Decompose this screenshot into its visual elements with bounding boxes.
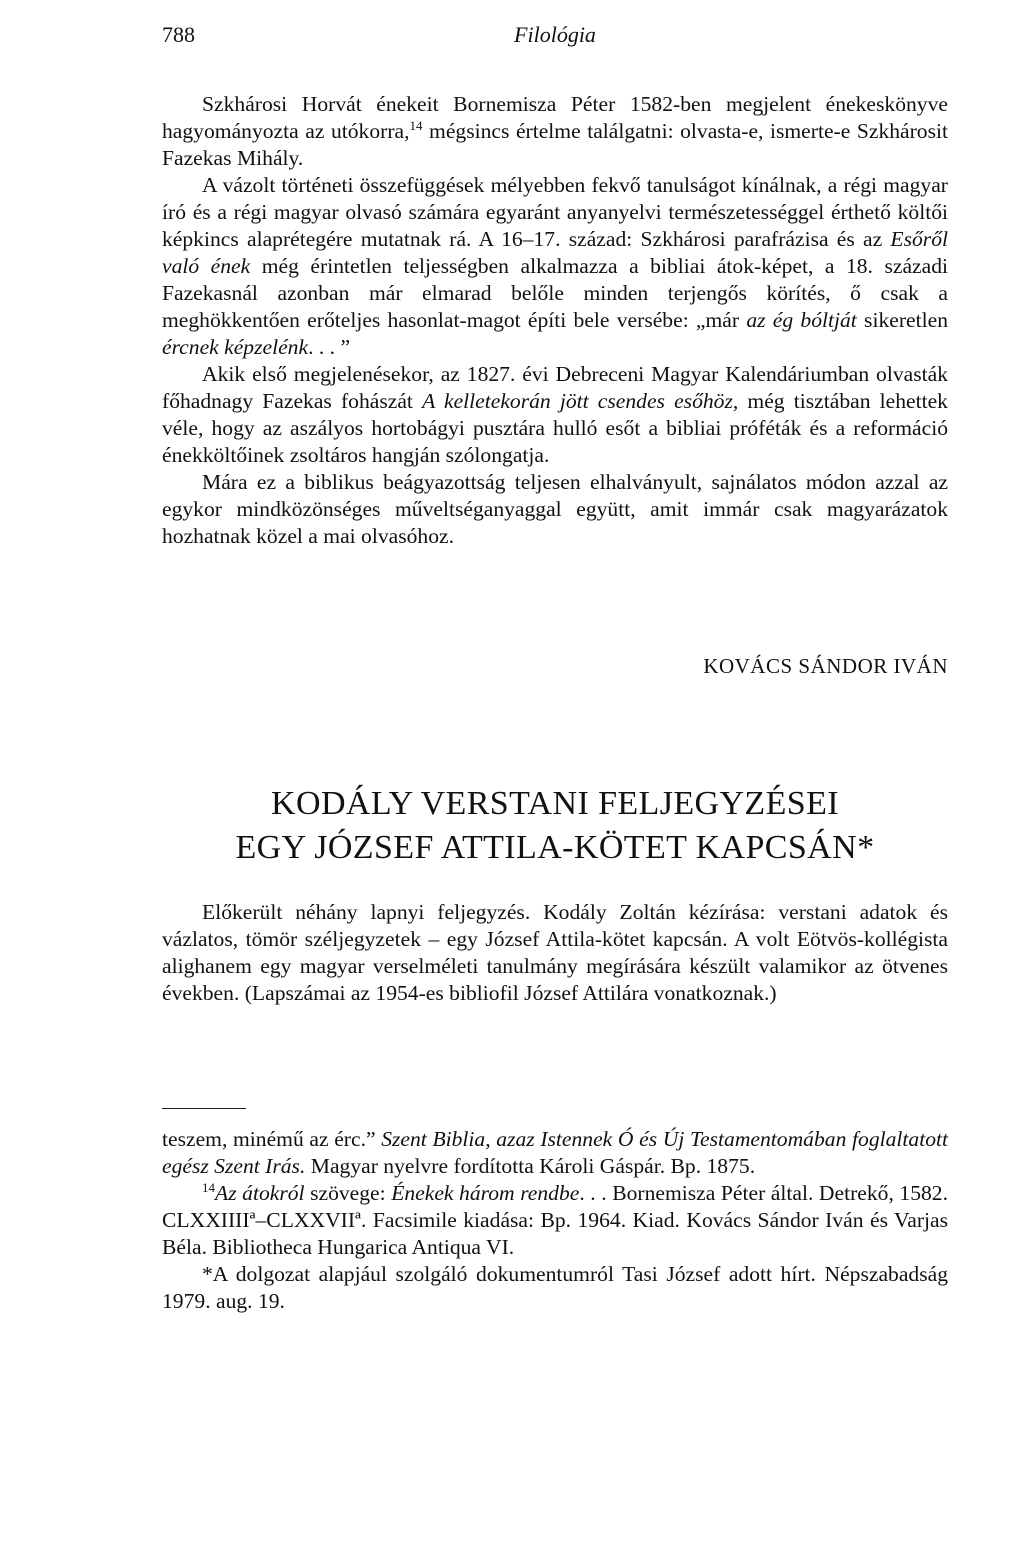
paragraph-2: A vázolt történeti összefüggések mélyebben fekvő tanulságot kínálnak, a régi magyar író és a régi magyar olvasó számára egyaránt anyanyelvi természetességgel érthető költői képkincs alaprétegére mutatnak rá. A 16–17. század: Szkhárosi parafrázisa és az Esőről való ének még érintetlen teljességben alkalmazza a bibliai átok-képet, a 18. századi Fazekasnál azonban már elmarad belőle minden terjengős körítés, ő csak a meghökkentően erőteljes hasonlat-magot építi bele versébe: „már az ég bóltját sikeretlen ércnek képzelénk. . . ” bbox=[162, 173, 948, 359]
article-title-line-2: EGY JÓZSEF ATTILA-KÖTET KAPCSÁN* bbox=[235, 829, 875, 866]
footnote-ref-14: 14 bbox=[409, 117, 423, 133]
paragraph-3: Akik első megjelenésekor, az 1827. évi Debreceni Magyar Kalendáriumban olvasták főhadnagy Fazekas fohászát A kelletekorán jött csendes esőhöz, még tisztában lehettek véle, hogy az aszályos hortobágyi pusztára hulló esőt a bibliai próféták és a reformáció énekköltőinek zsoltáros hangján szólongatja. bbox=[162, 362, 948, 467]
paragraph-1: Szkhárosi Horvát énekeit Bornemisza Péter 1582-ben megjelent énekeskönyve hagyományozta az utókorra,$^{14}$ mégsincs értelme találgatni: olvasta-e, ismerte-e Szkhárosit Fazekas Mihály. bbox=[162, 92, 949, 170]
paragraph-4: Mára ez a biblikus beágyazottság teljesen elhalványult, sajnálatos módon azzal az egykor mindközönséges műveltséganyaggal együtt, amit immár csak magyarázatok hozhatnak közel a mai olvasóhoz. bbox=[162, 470, 948, 548]
footnote-14: $^{14}$Az átokról szövege: Énekek három rendbe. . . Bornemisza Péter által. Detrekő, 1582. CLXXIIIIª–CLXXVIIª. Facsimile kiadása: Bp. 1964. Kiad. Kovács Sándor Iván és Varjas Béla. Bibliotheca Hungarica Antiqua VI. bbox=[162, 1179, 949, 1259]
page-header bbox=[162, 22, 948, 54]
footnote-star-mark: * bbox=[202, 1262, 213, 1286]
footnote-14-mark: 14 bbox=[202, 1179, 215, 1195]
article-intro bbox=[162, 899, 948, 1007]
footnotes bbox=[162, 1126, 948, 1315]
page-number: 788 bbox=[162, 22, 195, 47]
author-signature: KOVÁCS SÁNDOR IVÁN bbox=[703, 654, 948, 678]
article-title-line-1: KODÁLY VERSTANI FELJEGYZÉSEI bbox=[271, 785, 839, 822]
body-text bbox=[162, 91, 948, 550]
footnote-continued: teszem, minémű az érc.” Szent Biblia, azaz Istennek Ó és Új Testamentomában foglaltatott egész Szent Irás. Magyar nyelvre fordította Károli Gáspár. Bp. 1875. bbox=[162, 1127, 948, 1178]
article-title bbox=[162, 782, 948, 870]
running-title: Filológia bbox=[514, 22, 596, 47]
intro-paragraph: Előkerült néhány lapnyi feljegyzés. Kodály Zoltán kézírása: verstani adatok és vázlatos, tömör széljegyzetek – egy József Attila-kötet kapcsán. A volt Eötvös-kollégista alighanem egy magyar verselméleti tanulmány megírására készült valamikor az ötvenes években. (Lapszámai az 1954-es bibliofil József Attilára vonatkoznak.) bbox=[162, 900, 948, 1005]
footnote-star: *A dolgozat alapjául szolgáló dokumentumról Tasi József adott hírt. Népszabadság 1979. aug. 19. bbox=[162, 1262, 948, 1313]
footnote-divider bbox=[162, 1108, 246, 1109]
